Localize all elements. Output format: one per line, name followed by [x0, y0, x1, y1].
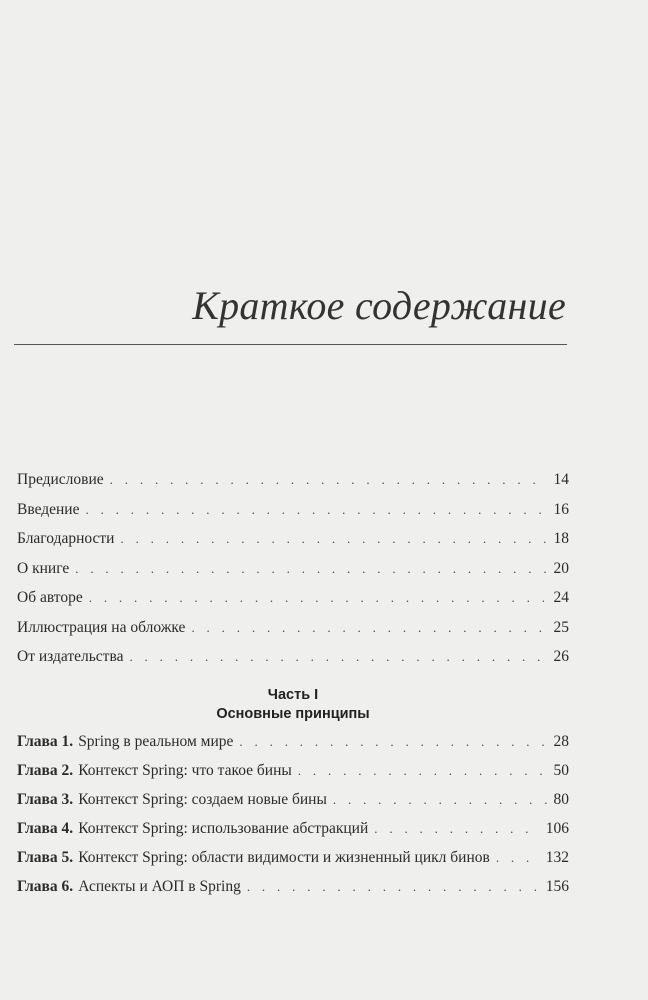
dot-leader — [298, 763, 548, 779]
toc-chapter-3 — [17, 791, 569, 820]
toc-entry-cover-illustration — [17, 619, 569, 649]
toc-entry-from-publisher — [17, 648, 569, 678]
toc-chapter-6 — [17, 878, 569, 907]
toc-entry-label: Иллюстрация на обложке — [17, 618, 186, 636]
toc-entry-label: Предисловие — [17, 471, 104, 488]
toc-page-number: 80 — [553, 791, 569, 808]
dot-leader — [110, 472, 548, 488]
toc-entry-label: Об авторе — [17, 589, 83, 606]
toc-entry-introduction — [17, 501, 569, 531]
dot-leader — [120, 531, 547, 547]
dot-leader — [75, 561, 547, 577]
dot-leader — [374, 821, 540, 837]
title-divider — [14, 344, 567, 345]
chapter-title: Аспекты и АОП в Spring — [78, 878, 241, 895]
dot-leader — [85, 502, 547, 518]
chapter-number: Глава 5. — [17, 849, 74, 866]
chapter-number: Глава 4. — [17, 820, 74, 837]
toc-page-number: 24 — [553, 589, 569, 606]
toc-chapter-2 — [17, 762, 569, 791]
toc-page-number: 25 — [553, 618, 569, 636]
chapter-title: Spring в реальном мире — [78, 733, 234, 750]
toc-entry-acknowledgements — [17, 530, 569, 560]
chapter-title: Контекст Spring: создаем новые бины — [78, 791, 327, 808]
dot-leader — [239, 734, 547, 750]
toc-page-number: 28 — [553, 733, 569, 750]
part-number: Часть I — [267, 687, 319, 703]
toc-entry-label: О книге — [17, 559, 70, 577]
toc-page-number: 20 — [553, 559, 569, 577]
dot-leader — [191, 620, 547, 636]
toc-page-number: 132 — [545, 849, 569, 866]
dot-leader — [496, 850, 540, 866]
dot-leader — [89, 590, 548, 606]
front-matter-list — [17, 471, 569, 678]
toc-page-number: 16 — [553, 500, 569, 518]
toc-entry-about-book — [17, 560, 569, 590]
toc-chapter-4 — [17, 820, 569, 849]
toc-page-number: 14 — [553, 471, 569, 488]
dot-leader — [129, 649, 547, 665]
dot-leader — [247, 879, 540, 895]
chapter-number: Глава 6. — [17, 878, 74, 895]
page-title: Краткое содержание — [192, 283, 566, 328]
toc-page-number: 156 — [545, 878, 569, 895]
toc-entry-label: От издательства — [17, 648, 124, 665]
chapter-title: Контекст Spring: области видимости и жизненный цикл бинов — [78, 849, 490, 866]
chapter-title: Контекст Spring: что такое бины — [78, 762, 292, 779]
toc-entry-preface — [17, 471, 569, 501]
toc-entry-label: Введение — [17, 500, 80, 518]
toc-entry-label: Благодарности — [17, 530, 115, 547]
chapter-title: Контекст Spring: использование абстракций — [78, 820, 369, 837]
chapter-list — [17, 733, 569, 907]
part-heading — [17, 686, 569, 724]
toc-chapter-5 — [17, 849, 569, 878]
chapter-number: Глава 3. — [17, 791, 74, 808]
toc-page-number: 26 — [553, 648, 569, 665]
chapter-number: Глава 1. — [17, 733, 74, 750]
toc-chapter-1 — [17, 733, 569, 762]
part-name: Основные принципы — [216, 706, 370, 722]
toc-page-number: 106 — [545, 820, 569, 837]
toc-entry-about-author — [17, 589, 569, 619]
toc-page-number: 18 — [553, 530, 569, 547]
chapter-number: Глава 2. — [17, 762, 74, 779]
dot-leader — [333, 792, 548, 808]
toc-page-number: 50 — [553, 762, 569, 779]
